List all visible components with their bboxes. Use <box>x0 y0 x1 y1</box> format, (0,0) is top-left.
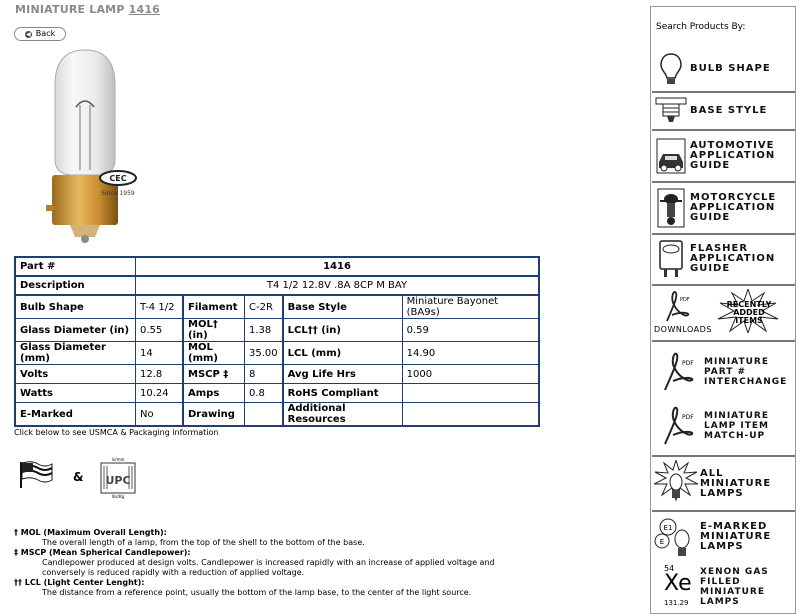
flag-icon[interactable] <box>18 460 54 488</box>
upc-icon[interactable] <box>98 456 138 500</box>
sidebar-item-label: FILLED <box>700 577 741 587</box>
sidebar-item-label: MATCH-UP <box>704 431 766 441</box>
cell-value: C-2R <box>245 295 283 319</box>
back-arrow-icon: ◀ <box>25 30 31 38</box>
cell-label: Avg Life Hrs <box>283 365 403 384</box>
cell-value: No <box>136 403 184 427</box>
back-label: Back <box>35 29 56 38</box>
sidebar-item-downloads[interactable] <box>652 287 795 337</box>
cell-value: 0.55 <box>136 319 184 342</box>
desc-value: T4 1/2 12.8V .8A 8CP M BAY <box>136 276 540 295</box>
cell-label: RoHS Compliant <box>283 384 403 403</box>
divider <box>652 233 795 235</box>
since-text: Since 1959 <box>101 190 135 197</box>
note-text: The overall length of a lamp, from the top of the shell to the bottom of the base. <box>42 538 365 547</box>
table-row <box>15 342 539 365</box>
upc-bottom-text: lbs/Kg <box>111 494 125 499</box>
downloads-label: DOWNLOADS <box>654 325 712 334</box>
cell-value: Miniature Bayonet (BA9s) <box>402 295 539 319</box>
sidebar-item-base-style[interactable] <box>652 93 795 129</box>
upc-top-text: in/mm <box>111 457 125 462</box>
cell-value: 10.24 <box>136 384 184 403</box>
sidebar-item-label: MINIATURE <box>704 411 769 421</box>
desc-label: Description <box>15 276 136 295</box>
svg-text:PDF: PDF <box>680 297 690 303</box>
note-text: Candlepower produced at design volts. Candlepower is increased rapidly with an increase of applied voltage and conversely is reduced rapidly with a reduction of applied voltage. <box>42 558 495 577</box>
recently-added-link[interactable] <box>714 287 784 337</box>
additional-resources-link[interactable]: Additional Resources <box>283 403 403 427</box>
sidebar-item-label: BULB SHAPE <box>690 63 771 74</box>
sidebar-item-label: PART # <box>704 367 747 377</box>
table-row <box>15 384 539 403</box>
sidebar-item-label: APPLICATION <box>690 253 776 264</box>
cell-label: MSCP ‡ <box>183 365 245 384</box>
sidebar-item-label: ALL <box>700 468 724 479</box>
cell-value: T-4 1/2 <box>136 295 184 319</box>
recently-added-label: RECENTLY ADDED ITEMS <box>726 300 772 325</box>
sidebar-item-label: LAMP ITEM <box>704 421 769 431</box>
cell-value <box>245 403 283 427</box>
svg-text:PDF: PDF <box>682 414 694 421</box>
cell-label: LCL†† (in) <box>283 319 403 342</box>
title-prefix: MINIATURE LAMP <box>15 3 125 16</box>
svg-text:PDF: PDF <box>682 360 694 367</box>
divider <box>652 455 795 457</box>
cell-value <box>402 403 539 427</box>
xenon-number: 54 <box>664 564 675 573</box>
table-row <box>15 403 539 427</box>
sidebar-item-automotive[interactable] <box>652 132 795 180</box>
part-label: Part # <box>15 257 136 276</box>
sidebar-title: Search Products By: <box>656 22 746 32</box>
cell-value: 0.8 <box>245 384 283 403</box>
sidebar-item-label: BASE STYLE <box>690 105 768 116</box>
xenon-element-icon <box>652 562 700 612</box>
note-heading: †† LCL (Light Center Lenght): <box>14 578 145 587</box>
svg-text:E1: E1 <box>663 524 673 532</box>
ampersand: & <box>73 470 84 484</box>
cell-label: Watts <box>15 384 136 403</box>
cell-label: Amps <box>183 384 245 403</box>
pdf-icon <box>662 289 692 325</box>
divider <box>652 181 795 183</box>
sidebar-item-label: MINIATURE <box>704 357 769 367</box>
cell-label: LCL (mm) <box>283 342 403 365</box>
lamp-image <box>40 45 140 245</box>
sidebar-item-label: XENON GAS <box>700 567 769 577</box>
sidebar-item-label: APPLICATION <box>690 150 776 161</box>
cell-label: Glass Diameter (mm) <box>15 342 136 365</box>
part-value: 1416 <box>136 257 540 276</box>
sidebar-item-label: APPLICATION <box>690 202 776 213</box>
sidebar-item-label: LAMPS <box>700 541 744 552</box>
sidebar-item-label: AUTOMOTIVE <box>690 140 775 151</box>
cell-value: 14 <box>136 342 184 365</box>
sidebar-item-label: MINIATURE <box>700 478 772 489</box>
cell-value: 0.59 <box>402 319 539 342</box>
footnotes <box>14 528 534 598</box>
pdf-icon <box>661 404 695 448</box>
table-row <box>15 365 539 384</box>
sidebar-item-label: E-MARKED <box>700 521 768 532</box>
cell-label: Filament <box>183 295 245 319</box>
sidebar-item-flasher[interactable] <box>652 236 795 282</box>
sidebar-item-label: LAMPS <box>700 597 740 607</box>
bulb-icon <box>659 52 683 86</box>
note-text: The distance from a reference point, usually the bottom of the lamp base, to the center of the light source. <box>42 588 472 597</box>
cell-label: MOL† (in) <box>183 319 245 342</box>
table-row <box>15 276 539 295</box>
table-row <box>15 257 539 276</box>
cell-label: Bulb Shape <box>15 295 136 319</box>
cell-value <box>402 384 539 403</box>
sidebar-item-xenon[interactable] <box>652 562 795 612</box>
page-title <box>15 3 160 16</box>
divider <box>652 510 795 512</box>
spec-table <box>14 256 540 427</box>
back-button[interactable] <box>14 27 66 41</box>
part-number-link[interactable]: 1416 <box>128 3 161 16</box>
sidebar-item-all-lamps[interactable] <box>652 458 795 510</box>
sidebar-item-label: GUIDE <box>690 160 731 171</box>
divider <box>652 129 795 131</box>
car-icon <box>654 136 688 176</box>
sidebar-item-label: LAMPS <box>700 488 744 499</box>
cell-label: Volts <box>15 365 136 384</box>
starburst-bulb-icon <box>654 460 698 508</box>
sidebar-item-label: MINIATURE <box>700 587 765 597</box>
sidebar-item-label: GUIDE <box>690 212 731 223</box>
cell-label: Base Style <box>283 295 403 319</box>
sidebar-item-motorcycle[interactable] <box>652 184 795 232</box>
flasher-icon <box>658 239 684 279</box>
cell-label: Glass Diameter (in) <box>15 319 136 342</box>
note-heading: † MOL (Maximum Overall Length): <box>14 528 167 537</box>
sidebar-item-e-marked[interactable] <box>652 513 795 561</box>
sidebar-item-match-up[interactable] <box>652 400 795 452</box>
upc-code-text: UPC <box>105 474 131 487</box>
pdf-icon <box>661 350 695 394</box>
sidebar-item-label: MOTORCYCLE <box>690 192 777 203</box>
usmca-text: Click below to see USMCA & Packaging information <box>14 428 219 437</box>
motorcycle-icon <box>656 187 686 229</box>
divider <box>652 340 795 342</box>
svg-text:E: E <box>659 538 665 546</box>
cell-value: 8 <box>245 365 283 384</box>
base-icon <box>654 96 688 126</box>
cell-label: MOL (mm) <box>183 342 245 365</box>
divider <box>652 284 795 286</box>
cell-value: 12.8 <box>136 365 184 384</box>
xenon-mass: 131.29 <box>664 599 689 607</box>
cell-value: 1000 <box>402 365 539 384</box>
cell-value: 14.90 <box>402 342 539 365</box>
note-heading: ‡ MSCP (Mean Spherical Candlepower): <box>14 548 191 557</box>
sidebar-item-label: INTERCHANGE <box>704 377 788 387</box>
cec-logo-text: CEC <box>109 174 127 183</box>
cell-label: E-Marked <box>15 403 136 427</box>
cell-value: 1.38 <box>245 319 283 342</box>
sidebar-item-bulb-shape[interactable] <box>652 48 795 90</box>
table-row <box>15 319 539 342</box>
sidebar-item-interchange[interactable] <box>652 345 795 399</box>
drawing-link[interactable]: Drawing <box>183 403 245 427</box>
sidebar-item-label: MINIATURE <box>700 531 772 542</box>
xenon-symbol: Xe <box>664 571 692 596</box>
sidebar-item-label: FLASHER <box>690 243 749 254</box>
sidebar-item-label: GUIDE <box>690 263 731 274</box>
e-mark-bulb-icon <box>654 515 698 559</box>
cell-value: 35.00 <box>245 342 283 365</box>
table-row <box>15 295 539 319</box>
